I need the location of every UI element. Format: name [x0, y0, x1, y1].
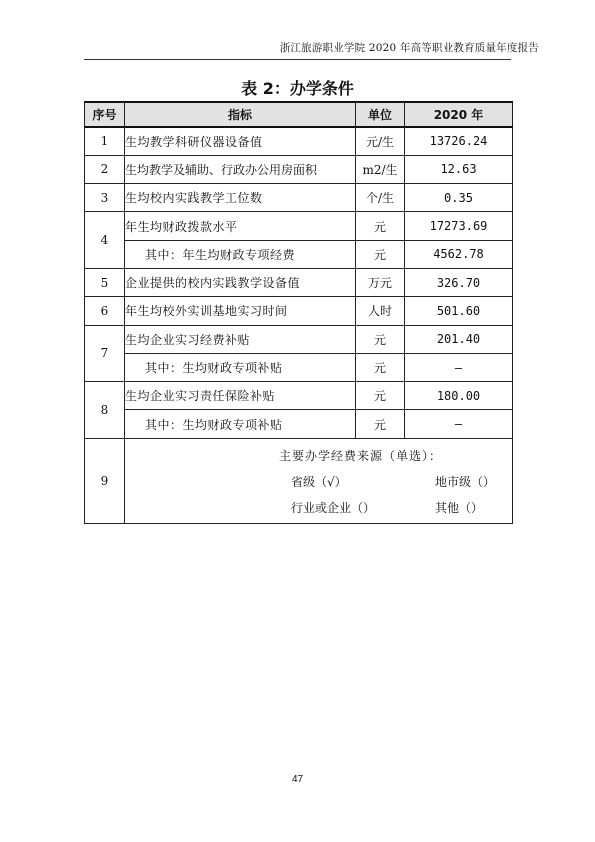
school-conditions-table [84, 101, 513, 524]
table-row [85, 382, 513, 410]
funding-option-other: 其他（） [435, 500, 484, 515]
table-header-row [85, 102, 513, 127]
table-row [85, 268, 513, 296]
row-unit: 万元 [356, 268, 405, 296]
row-value: 17273.69 [405, 212, 513, 240]
row-unit: 元 [356, 325, 405, 353]
row-value: 326.70 [405, 268, 513, 296]
row-value: 12.63 [405, 155, 513, 183]
row-number: 4 [85, 212, 125, 269]
funding-option-provincial: 省级（√） [291, 474, 347, 489]
row-indicator: 其中：生均财政专项补贴 [125, 353, 356, 381]
row-indicator: 年生均校外实训基地实习时间 [125, 297, 356, 325]
row-number: 1 [85, 127, 125, 155]
row-value: 201.40 [405, 325, 513, 353]
funding-source-cell [125, 438, 513, 523]
row-indicator: 其中：生均财政专项补贴 [125, 410, 356, 438]
funding-option-industry: 行业或企业（） [291, 500, 376, 515]
header-year: 2020 年 [405, 102, 513, 127]
row-value: 4562.78 [405, 240, 513, 268]
row-indicator: 年生均财政拨款水平 [125, 212, 356, 240]
row-unit: 元 [356, 410, 405, 438]
table-row [85, 297, 513, 325]
header-rule [84, 59, 511, 60]
table-row [85, 325, 513, 353]
table-row [85, 212, 513, 240]
row-value: — [405, 353, 513, 381]
row-indicator: 生均教学及辅助、行政办公用房面积 [125, 155, 356, 183]
row-number: 5 [85, 268, 125, 296]
row-value: 501.60 [405, 297, 513, 325]
row-indicator: 其中：年生均财政专项经费 [125, 240, 356, 268]
table-row [85, 184, 513, 212]
funding-option-municipal: 地市级（） [435, 474, 496, 489]
header-unit: 单位 [356, 102, 405, 127]
row-unit: 元 [356, 353, 405, 381]
row-value: 13726.24 [405, 127, 513, 155]
row-unit: 元 [356, 212, 405, 240]
row-number: 9 [85, 438, 125, 523]
header-indicator: 指标 [125, 102, 356, 127]
row-number: 3 [85, 184, 125, 212]
row-unit: 元 [356, 240, 405, 268]
table-row [85, 353, 513, 381]
table-title: 表 2：办学条件 [241, 79, 354, 98]
table-row [85, 127, 513, 155]
row-value: — [405, 410, 513, 438]
header-no: 序号 [85, 102, 125, 127]
row-unit: 个/生 [356, 184, 405, 212]
row-number: 6 [85, 297, 125, 325]
row-unit: 元/生 [356, 127, 405, 155]
table-row [85, 155, 513, 183]
row-unit: m2/生 [356, 155, 405, 183]
table-row [85, 410, 513, 438]
row-number: 7 [85, 325, 125, 382]
row-indicator: 企业提供的校内实践教学设备值 [125, 268, 356, 296]
row-indicator: 生均企业实习经费补贴 [125, 325, 356, 353]
row-value: 0.35 [405, 184, 513, 212]
row-value: 180.00 [405, 382, 513, 410]
row-unit: 元 [356, 382, 405, 410]
row-indicator: 生均企业实习责任保险补贴 [125, 382, 356, 410]
table-row [85, 240, 513, 268]
funding-source-heading: 主要办学经费来源（单选）： [279, 448, 443, 463]
page-number: 47 [291, 774, 304, 785]
row-indicator: 生均校内实践教学工位数 [125, 184, 356, 212]
page-header: 浙江旅游职业学院 2020 年高等职业教育质量年度报告 [279, 42, 539, 54]
row-indicator: 生均教学科研仪器设备值 [125, 127, 356, 155]
row-number: 2 [85, 155, 125, 183]
row-unit: 人时 [356, 297, 405, 325]
table-row-funding [85, 438, 513, 523]
row-number: 8 [85, 382, 125, 439]
